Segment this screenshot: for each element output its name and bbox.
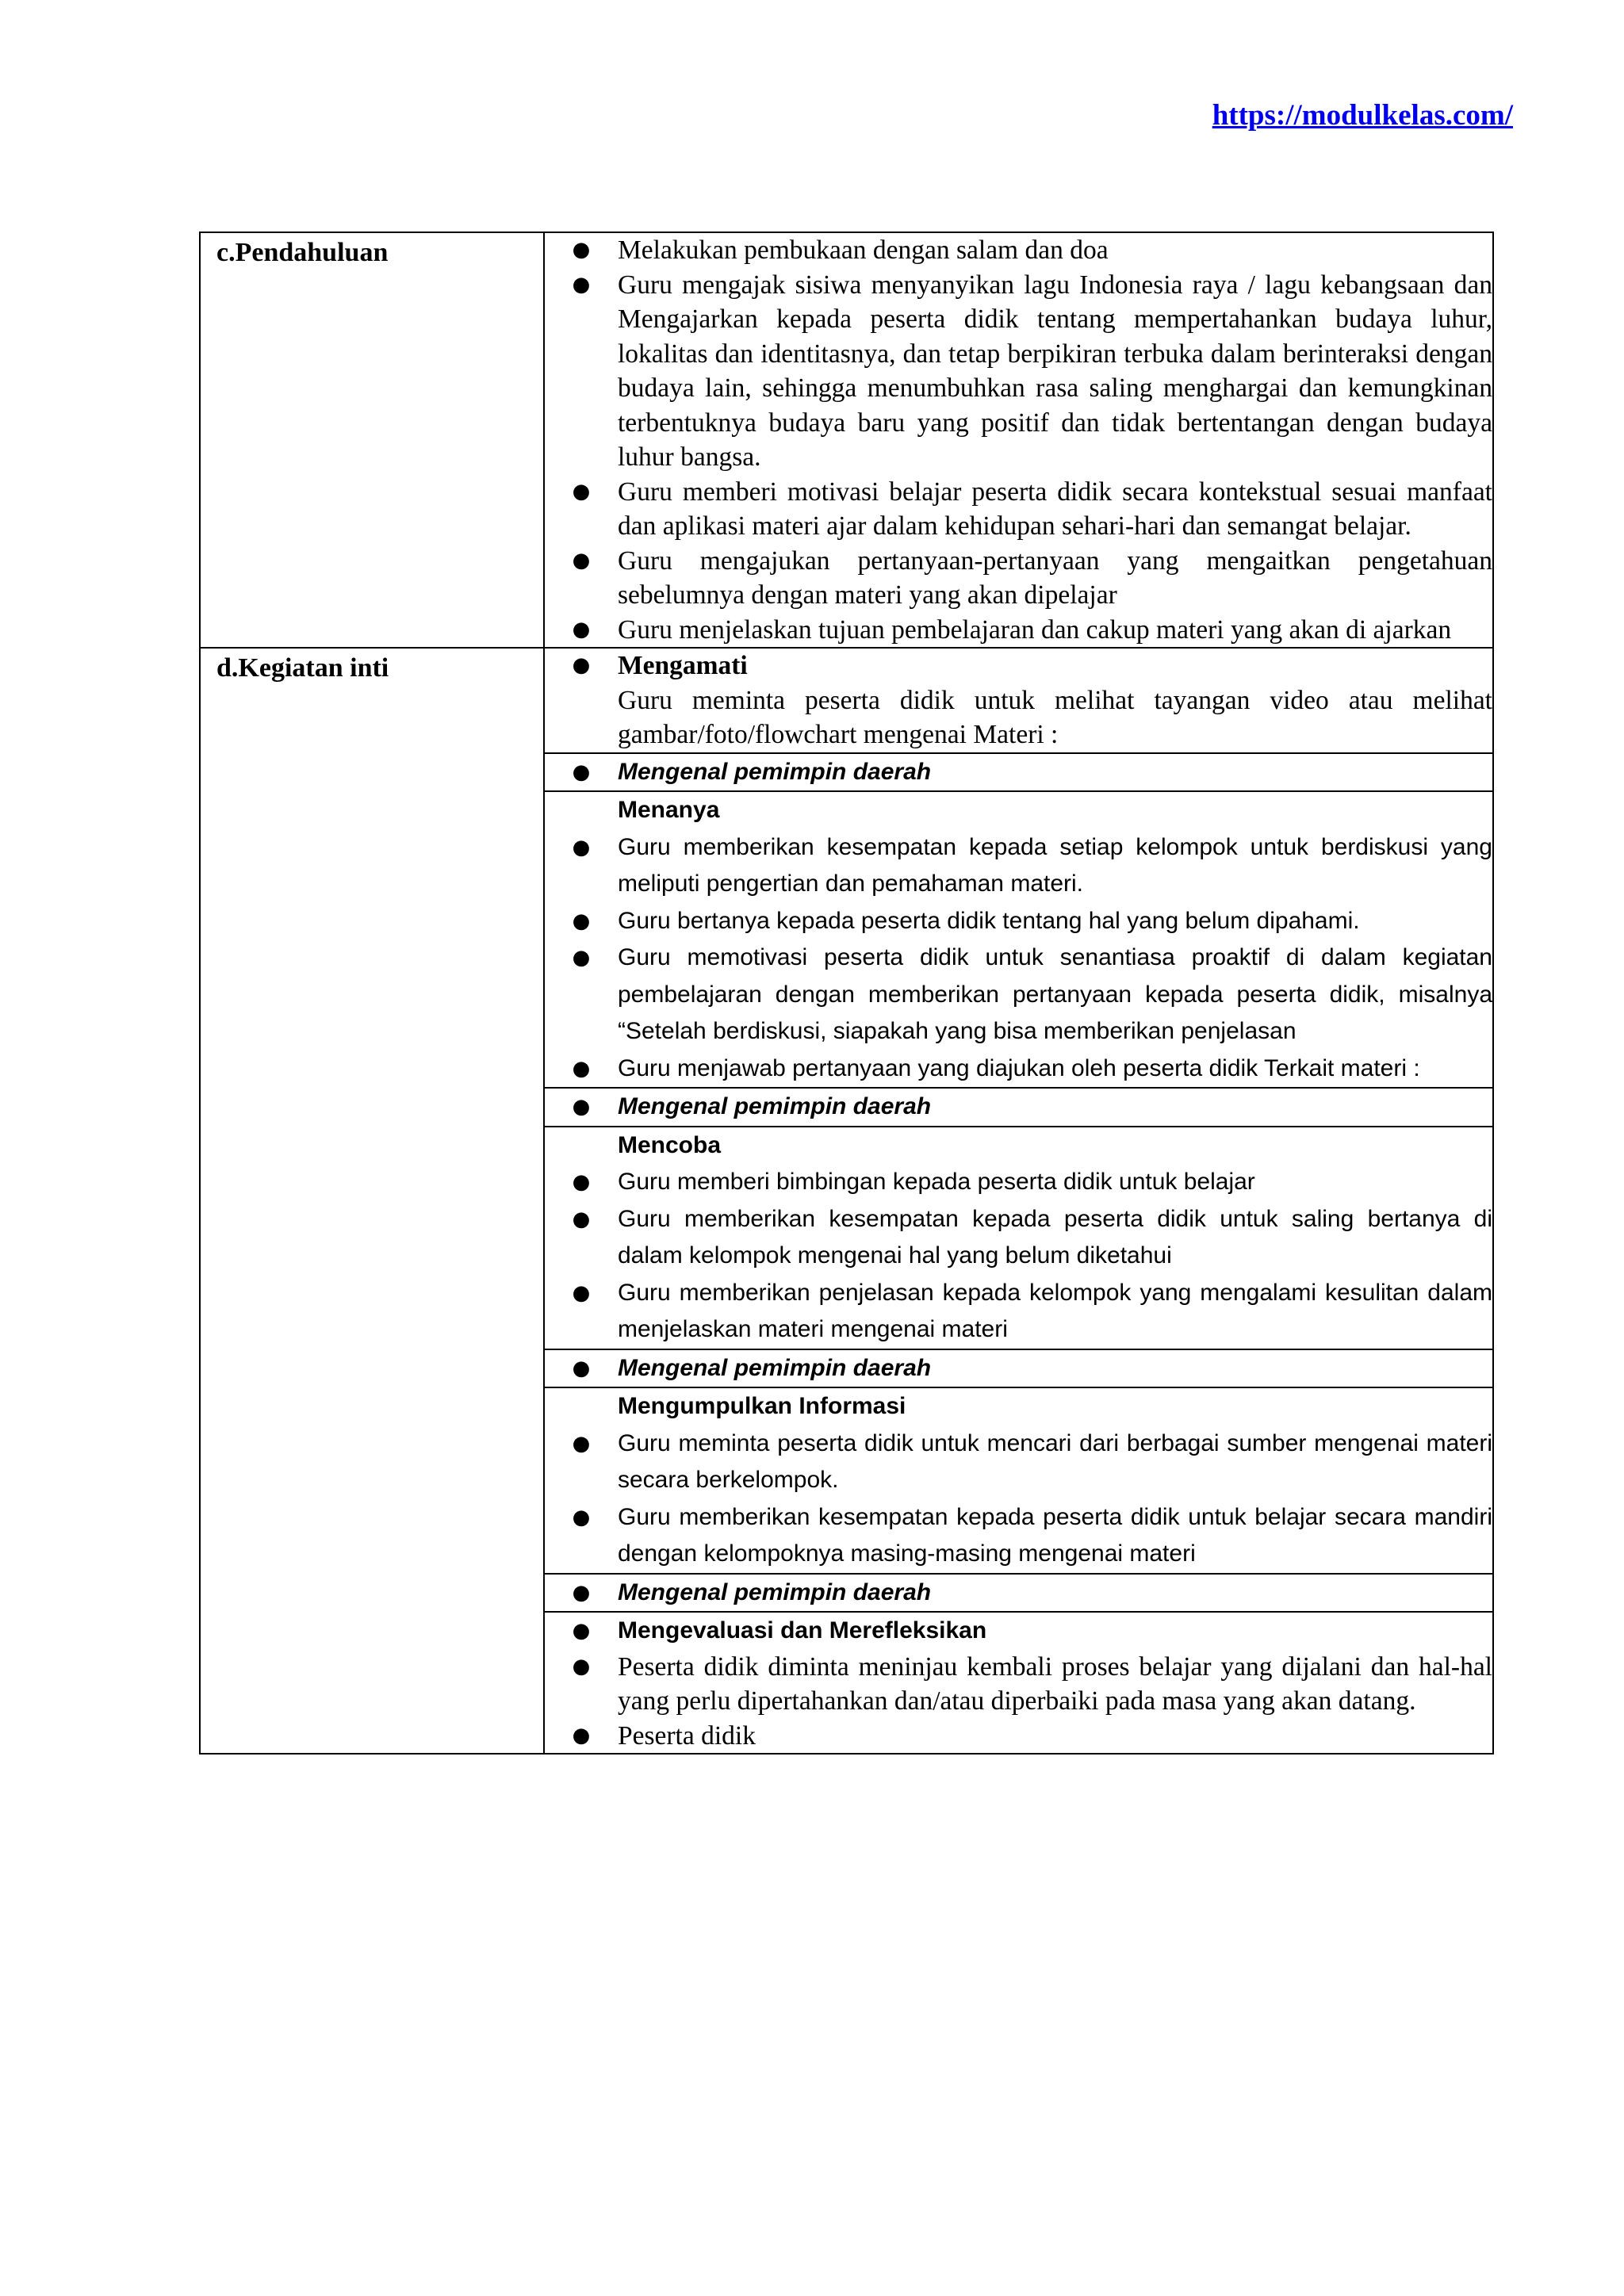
list-item-text: Guru memberi motivasi belajar peserta didik secara kontekstual sesuai manfaat dan aplikasi materi ajar dalam kehidupan sehari-hari dan semangat belajar. bbox=[618, 476, 1492, 541]
topic-text: Mengenal pemimpin daerah bbox=[618, 1354, 932, 1381]
list-item bbox=[545, 1201, 1492, 1275]
bullet-icon: ● bbox=[572, 1207, 591, 1231]
topic-cell bbox=[544, 753, 1493, 792]
list-item-text: Guru menjelaskan tujuan pembelajaran dan cakup materi yang akan di ajarkan bbox=[618, 614, 1452, 645]
label-cell-kegiatan-inti bbox=[200, 648, 544, 1754]
list-item bbox=[545, 1275, 1492, 1349]
subsection-heading-mengevaluasi: Mengevaluasi dan Merefleksikan bbox=[618, 1617, 987, 1644]
topic-text: Mengenal pemimpin daerah bbox=[618, 758, 932, 785]
list-item-text: Guru memberikan kesempatan kepada peserta didik untuk belajar secara mandiri dengan kelompoknya masing-masing mengenai materi bbox=[618, 1503, 1492, 1567]
list-item bbox=[545, 1613, 1492, 1650]
row-pendahuluan bbox=[200, 232, 1493, 648]
bullet-icon: ● bbox=[572, 1619, 591, 1643]
bullet-icon: ● bbox=[572, 760, 591, 784]
list-item bbox=[545, 1164, 1492, 1201]
bullet-icon: ● bbox=[572, 1280, 591, 1305]
bullet-icon: ● bbox=[572, 1654, 591, 1678]
list-item-text: Guru menjawab pertanyaan yang diajukan oleh peserta didik Terkait materi : bbox=[618, 1054, 1420, 1081]
list-item bbox=[545, 268, 1492, 475]
bullet-icon: ● bbox=[572, 548, 591, 572]
topic-cell bbox=[544, 1088, 1493, 1127]
list-item-text: Peserta didik bbox=[618, 1720, 756, 1751]
list-item bbox=[545, 233, 1492, 268]
list-item-text: Guru mengajak sisiwa menyanyikan lagu Indonesia raya / lagu kebangsaan dan Mengajarkan kepada peserta didik tentang mempertahankan budaya luhur, lokalitas dan identitasnya, dan tetap berpikiran terbuka dalam berinteraksi dengan budaya lain, sehingga menumbuhkan rasa saling menghargai dan kemungkinan terbentuknya budaya baru yang positif dan tidak bertentangan dengan budaya luhur bangsa. bbox=[618, 270, 1492, 472]
bullet-icon: ● bbox=[572, 1580, 591, 1605]
content-cell-pendahuluan bbox=[544, 232, 1493, 648]
bullet-icon: ● bbox=[572, 1170, 591, 1194]
bullet-icon: ● bbox=[572, 1356, 591, 1380]
section-label-pendahuluan: c.Pendahuluan bbox=[216, 238, 389, 267]
bullet-icon: ● bbox=[572, 1723, 591, 1747]
content-cell-mengevaluasi bbox=[544, 1612, 1493, 1754]
section-label-kegiatan-inti: d.Kegiatan inti bbox=[216, 653, 389, 683]
list-item bbox=[545, 1575, 1492, 1612]
bullet-icon: ● bbox=[572, 617, 591, 641]
list-item bbox=[545, 649, 1492, 683]
list-item bbox=[545, 754, 1492, 791]
topic-cell bbox=[544, 1349, 1493, 1388]
subsection-heading-menanya: Menanya bbox=[618, 797, 720, 823]
topic-text: Mengenal pemimpin daerah bbox=[618, 1578, 932, 1605]
subsection-heading-mengumpulkan-informasi: Mengumpulkan Informasi bbox=[618, 1393, 906, 1419]
bullet-icon: ● bbox=[572, 653, 591, 677]
list-item-text: Guru memotivasi peserta didik untuk senantiasa proaktif di dalam kegiatan pembelajaran dengan memberikan pertanyaan kepada peserta didik, misalnya “Setelah berdiskusi, siapakah yang bisa memberikan penjelasan bbox=[618, 944, 1492, 1044]
lesson-plan-table bbox=[199, 232, 1494, 1755]
bullet-icon: ● bbox=[572, 479, 591, 503]
content-cell-mengumpulkan-informasi bbox=[544, 1387, 1493, 1574]
list-item-text: Peserta didik diminta meninjau kembali proses belajar yang dijalani dan hal-hal yang perlu dipertahankan dan/atau diperbaiki pada masa yang akan datang. bbox=[618, 1651, 1492, 1716]
subsection-heading-mengamati: Mengamati bbox=[618, 651, 748, 680]
list-item-text: Guru memberikan penjelasan kepada kelompok yang mengalami kesulitan dalam menjelaskan materi mengenai materi bbox=[618, 1279, 1492, 1342]
list-item bbox=[545, 1719, 1492, 1754]
topic-text: Mengenal pemimpin daerah bbox=[618, 1093, 932, 1119]
list-item bbox=[545, 544, 1492, 613]
bullet-icon: ● bbox=[572, 1431, 591, 1456]
site-url-link[interactable]: https://modulkelas.com/ bbox=[1212, 99, 1513, 132]
bullet-icon: ● bbox=[572, 1505, 591, 1529]
list-item-text: Guru memberikan kesempatan kepada peserta didik untuk saling bertanya di dalam kelompok mengenai hal yang belum diketahui bbox=[618, 1205, 1492, 1269]
list-item bbox=[545, 1650, 1492, 1719]
content-cell-menanya bbox=[544, 791, 1493, 1088]
label-cell-pendahuluan bbox=[200, 232, 544, 648]
list-item bbox=[545, 1089, 1492, 1126]
list-item bbox=[545, 475, 1492, 544]
row-kegiatan-inti bbox=[200, 648, 1493, 753]
bullet-icon: ● bbox=[572, 1095, 591, 1119]
bullet-icon: ● bbox=[572, 238, 591, 262]
list-item bbox=[545, 903, 1492, 940]
list-item bbox=[545, 613, 1492, 648]
list-item bbox=[545, 1425, 1492, 1499]
list-item bbox=[545, 1350, 1492, 1387]
bullet-icon: ● bbox=[572, 909, 591, 933]
topic-cell bbox=[544, 1574, 1493, 1613]
list-item-text: Guru memberi bimbingan kepada peserta didik untuk belajar bbox=[618, 1169, 1255, 1195]
list-item bbox=[545, 939, 1492, 1050]
list-item bbox=[545, 1050, 1492, 1088]
list-item-text: Melakukan pembukaan dengan salam dan doa bbox=[618, 235, 1109, 265]
content-cell-mencoba bbox=[544, 1127, 1493, 1349]
list-item bbox=[545, 1499, 1492, 1573]
list-item-text: Guru memberikan kesempatan kepada setiap kelompok untuk berdiskusi yang meliputi pengertian dan pemahaman materi. bbox=[618, 833, 1492, 897]
subsection-heading-mencoba: Mencoba bbox=[618, 1131, 722, 1158]
list-item-text: Guru mengajukan pertanyaan-pertanyaan yang mengaitkan pengetahuan sebelumnya dengan materi yang akan dipelajar bbox=[618, 545, 1492, 610]
bullet-icon: ● bbox=[572, 946, 591, 970]
list-item-text: Guru meminta peserta didik untuk mencari dari berbagai sumber mengenai materi secara berkelompok. bbox=[618, 1429, 1492, 1493]
bullet-icon: ● bbox=[572, 835, 591, 859]
list-item-text: Guru bertanya kepada peserta didik tentang hal yang belum dipahami. bbox=[618, 907, 1360, 934]
mengamati-text: Guru meminta peserta didik untuk melihat tayangan video atau melihat gambar/foto/flowchart mengenai Materi : bbox=[618, 685, 1492, 749]
list-item bbox=[545, 829, 1492, 903]
bullet-icon: ● bbox=[572, 1056, 591, 1081]
bullet-icon: ● bbox=[572, 272, 591, 297]
content-cell-mengamati bbox=[544, 648, 1493, 753]
